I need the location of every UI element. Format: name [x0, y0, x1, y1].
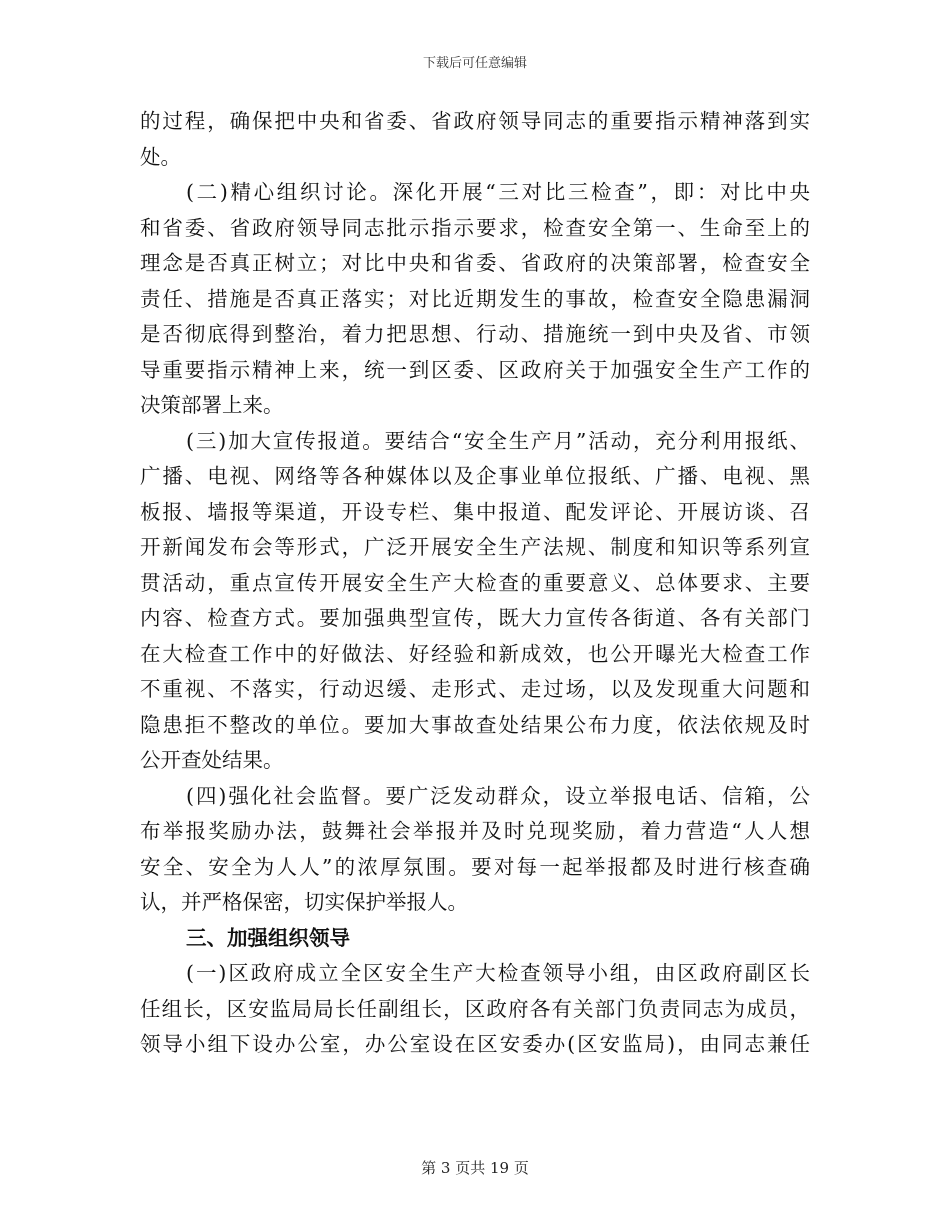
paragraph	[140, 104, 810, 175]
text-line: 认，并严格保密，切实保护举报人。	[140, 890, 468, 914]
text-line: 不重视、不落实，行动迟缓、走形式、走过场，以及发现重大问题和	[140, 677, 810, 701]
paragraph	[140, 956, 810, 1063]
text-line: 板报、墙报等渠道，开设专栏、集中报道、配发评论、开展访谈、召	[140, 499, 810, 524]
text-line: 是否彻底得到整治，着力把思想、行动、措施统一到中央及省、市领	[140, 322, 810, 346]
text-line: 广播、电视、网络等各种媒体以及企事业单位报纸、广播、电视、黑	[140, 464, 810, 488]
text-line: 在大检查工作中的好做法、好经验和新成效，也公开曝光大检查工作	[140, 641, 810, 666]
text-line: 导重要指示精神上来，统一到区委、区政府关于加强安全生产工作的	[140, 357, 810, 382]
text-line: 公开查处结果。	[140, 748, 284, 772]
text-line: (四)强化社会监督。要广泛发动群众，设立举报电话、信箱，公	[186, 783, 810, 808]
text-line: (三)加大宣传报道。要结合“安全生产月”活动，充分利用报纸、	[186, 428, 810, 453]
text-line: 领导小组下设办公室，办公室设在区安委办(区安监局)，由同志兼任	[140, 1032, 810, 1056]
text-line: (二)精心组织讨论。深化开展“三对比三检查”，即：对比中央	[186, 180, 810, 204]
text-line: (一)区政府成立全区安全生产大检查领导小组，由区政府副区长	[186, 961, 810, 985]
text-line: 贯活动，重点宣传开展安全生产大检查的重要意义、总体要求、主要	[140, 570, 810, 595]
paragraph	[140, 424, 810, 779]
text-line: 内容、检查方式。要加强典型宣传，既大力宣传各街道、各有关部门	[140, 606, 810, 630]
page-header: 下载后可任意编辑	[422, 56, 527, 71]
text-line: 隐患拒不整改的单位。要加大事故查处结果公布力度，依法依规及时	[140, 712, 810, 737]
paragraph	[140, 175, 810, 424]
page-number: 第 3 页共 19 页	[421, 1159, 529, 1177]
text-line: 责任、措施是否真正落实；对比近期发生的事故，检查安全隐患漏洞	[140, 286, 810, 311]
text-line: 安全、安全为人人”的浓厚氛围。要对每一起举报都及时进行核查确	[140, 854, 810, 879]
text-line: 理念是否真正树立；对比中央和省委、省政府的决策部署，检查安全	[140, 251, 810, 275]
document-body	[140, 104, 810, 1063]
paragraph	[140, 779, 810, 921]
text-line: 和省委、省政府领导同志批示指示要求，检查安全第一、生命至上的	[140, 215, 810, 240]
text-line: 布举报奖励办法，鼓舞社会举报并及时兑现奖励，着力营造“人人想	[140, 819, 810, 843]
text-line: 的过程，确保把中央和省委、省政府领导同志的重要指示精神落到实	[140, 109, 810, 133]
section-heading: 三、加强组织领导	[186, 925, 350, 950]
text-line: 开新闻发布会等形式，广泛开展安全生产法规、制度和知识等系列宣	[140, 535, 810, 559]
text-line: 任组长，区安监局局长任副组长，区政府各有关部门负责同志为成员，	[140, 996, 810, 1021]
text-line: 决策部署上来。	[140, 393, 284, 417]
text-line: 处。	[140, 144, 181, 169]
